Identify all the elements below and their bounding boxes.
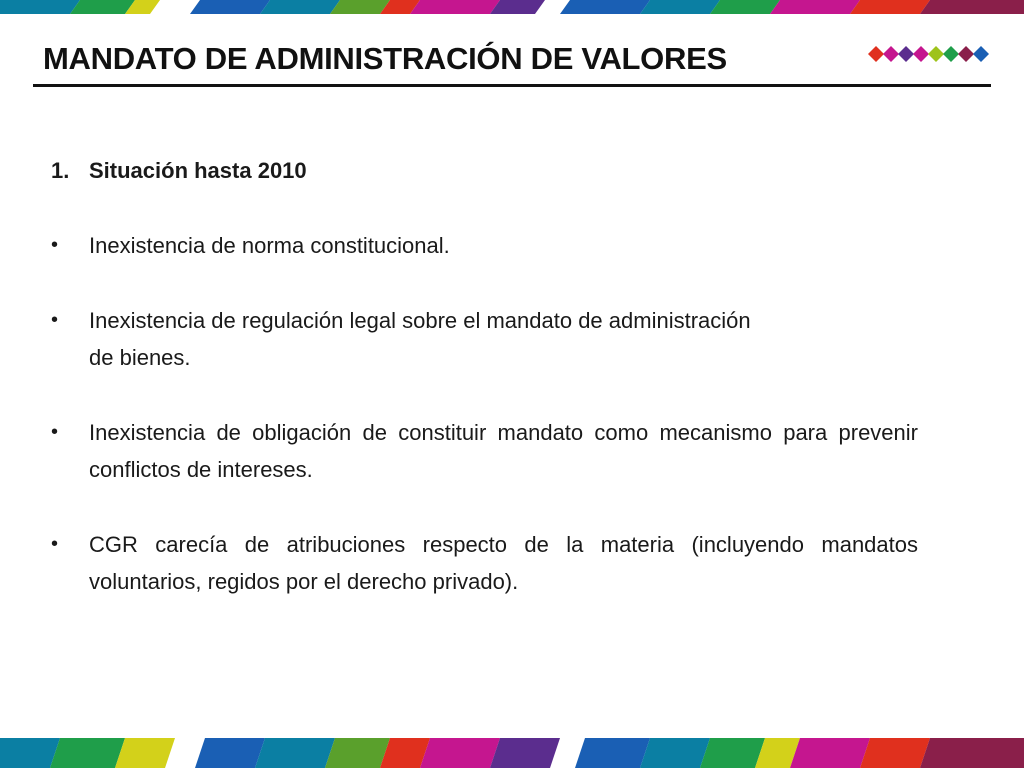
bullet-icon: • xyxy=(51,533,59,555)
section-number: 1. xyxy=(51,158,70,183)
bullet-text: Inexistencia de obligación de constituir mandato como mecanismo para prevenir conflictos de intereses. xyxy=(89,420,918,482)
top-band-graphic xyxy=(0,0,1024,14)
slide-content xyxy=(51,152,918,638)
list-item xyxy=(51,414,918,488)
section-heading xyxy=(51,152,918,189)
decorative-diamonds-icon xyxy=(868,44,994,64)
title-underline xyxy=(33,84,991,87)
bullet-icon: • xyxy=(51,421,59,443)
bullet-text: CGR carecía de atribuciones respecto de la materia (incluyendo mandatos voluntarios, regidos por el derecho privado). xyxy=(89,532,918,594)
bottom-band-graphic xyxy=(0,738,1024,768)
bullet-icon: • xyxy=(51,234,59,256)
bullet-icon: • xyxy=(51,309,59,331)
list-item xyxy=(51,526,918,600)
slide-title: MANDATO DE ADMINISTRACIÓN DE VALORES xyxy=(43,41,727,76)
bottom-decorative-band xyxy=(0,738,1024,768)
section-heading-text: Situación hasta 2010 xyxy=(89,158,307,183)
bullet-text: Inexistencia de regulación legal sobre el mandato de administración de bienes. xyxy=(89,308,751,370)
top-decorative-band xyxy=(0,0,1024,14)
bullet-list xyxy=(51,227,918,600)
list-item xyxy=(51,302,918,376)
list-item xyxy=(51,227,918,264)
bullet-text: Inexistencia de norma constitucional. xyxy=(89,233,450,258)
